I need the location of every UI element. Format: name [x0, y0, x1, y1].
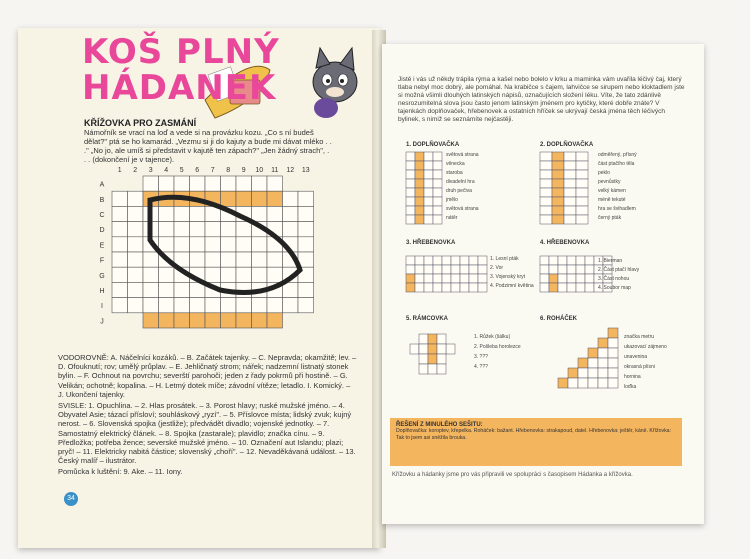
puzzle-3-cell [442, 265, 451, 274]
page-number-badge: 34 [64, 492, 78, 506]
puzzle-2-cell [564, 170, 576, 179]
puzzle-4-cell [540, 274, 549, 283]
puzzle-3-cell [478, 283, 487, 292]
puzzle-6-cell [598, 368, 608, 378]
puzzle-1-label: 1. DOPLŇOVAČKA [406, 142, 460, 148]
crossword-heading: KŘÍŽOVKA PRO ZASMÁNÍ [84, 118, 197, 128]
puzzle-1-cell [415, 170, 424, 179]
puzzle-1-cell [433, 179, 442, 188]
credits-footer: Křížovku a hádanky jsme pro vás připravili ve spolupráci s časopisem Hádanka a křížovka. [392, 472, 633, 478]
puzzle-6-cell [608, 368, 618, 378]
puzzle-4-cell [558, 265, 567, 274]
puzzle-2-clue: černý pták [598, 215, 622, 221]
puzzle-4-cell [549, 256, 558, 265]
grid-row-letter: F [99, 257, 105, 265]
puzzle-5-cell [419, 334, 428, 344]
puzzle-4-clue: 3. Část nohou [598, 276, 630, 282]
puzzle-3-cell [433, 274, 442, 283]
puzzle-3-cell [442, 256, 451, 265]
puzzle-5-clue: 4. ??? [474, 364, 488, 370]
puzzle-1-cell [415, 215, 424, 224]
puzzle-2-cell [576, 170, 588, 179]
puzzle-3-cell [451, 283, 460, 292]
puzzle-6-clue: značka metru [624, 334, 655, 340]
puzzle-2-clue: odměřený, přísný [598, 152, 637, 158]
puzzle-3-clue: 4. Podzimní květina [490, 283, 534, 289]
puzzle-1-cell [424, 179, 433, 188]
grid-col-number: 11 [271, 167, 279, 174]
puzzle-3-cell [433, 265, 442, 274]
puzzle-2-clue: hra se švihadlem [598, 206, 636, 212]
puzzle-2-cell [564, 197, 576, 206]
puzzle-6-cell [578, 368, 588, 378]
puzzle-6-cell [588, 378, 598, 388]
puzzle-1-cell [433, 161, 442, 170]
puzzle-6-clue: ukazovací zájmeno [624, 344, 667, 350]
grid-row-letter: A [99, 181, 105, 189]
puzzle-6-cell [608, 378, 618, 388]
grid-row-letter: C [99, 212, 105, 219]
puzzle-1-cell [415, 206, 424, 215]
puzzle-3-cell [424, 265, 433, 274]
puzzle-2-cell [540, 206, 552, 215]
puzzle-3-cell [442, 283, 451, 292]
puzzle-1-clue: nátěr [446, 215, 458, 221]
previous-solutions [390, 418, 682, 466]
puzzle-2-cell [552, 215, 564, 224]
puzzle-3-clue: 1. Lesní pták [490, 256, 519, 262]
puzzle-1-cell [433, 215, 442, 224]
puzzle-6-cell [588, 368, 598, 378]
grid-row-letter: G [99, 272, 105, 280]
clues-down: SVISLE: 1. Opuchlina. – 2. Hlas prosátek. – 3. Porost hlavy; ruské mužské jméno. – 4. Obyvatel Asie; tázací přísloví; souhláskový „ryzí". – 5. Příslovce místa; lidský zvuk; kujný nerost. – 6. Slovenská spojka (jestliže); předvádět divadlo; vojenské jednotky. – 7. Samostatný elektrický článek. – 8. Spojka (zastarale); plavidlo; značka cínu. – 9. Předložka; potřeba žence; severské mužské jméno. – 10. Označení aut Islandu; plazi; pryč! – 11. Elektricky nabitá částice; slovenský „choří". – 12. Nevaděkávaná událost. – 13. Český malíř – ilustrátor. [58, 401, 356, 466]
puzzle-2-cell [552, 188, 564, 197]
solutions-body: Doplňovačka: koroptev, křepelka. Roháček: bažant. Hřebenovka: strakapoud, datel. Hřebenovka: ještěr, káně. Křížovka: Tak to jsem asi sněžila brouka. [396, 428, 671, 441]
puzzle-2-cell [576, 197, 588, 206]
puzzle-2-cell [552, 170, 564, 179]
puzzle-2-cell [564, 179, 576, 188]
grid-row-letter: I [101, 303, 103, 311]
puzzle-2-cell [576, 206, 588, 215]
puzzle-5-cell [437, 354, 446, 364]
puzzle-2-label: 2. DOPLŇOVAČKA [540, 142, 594, 148]
puzzle-6-cell [558, 378, 568, 388]
puzzle-5-cell [419, 354, 428, 364]
grid-col-number: 10 [255, 167, 264, 174]
puzzle-4-cell [576, 265, 585, 274]
puzzle-1-cell [406, 206, 415, 215]
puzzle-2-cell [540, 170, 552, 179]
puzzle-2-cell [552, 179, 564, 188]
grid-col-number: 12 [286, 167, 295, 174]
puzzle-5-clue: 2. Pošleba horolezce [474, 344, 521, 350]
puzzle-2-cell [540, 188, 552, 197]
puzzle-5-cell [428, 344, 437, 354]
grid-row-letter: H [99, 288, 105, 295]
puzzle-6-cell [598, 358, 608, 368]
puzzle-6-cell [568, 368, 578, 378]
puzzle-4-cell [549, 283, 558, 292]
grid-col-number: 4 [164, 167, 169, 174]
puzzle-2-cell [564, 206, 576, 215]
puzzle-3-cell [478, 265, 487, 274]
puzzle-1-cell [406, 197, 415, 206]
puzzle-5-cell [428, 364, 437, 374]
puzzle-4-cell [576, 274, 585, 283]
puzzle-2-clue: peklo [598, 170, 610, 176]
puzzle-6-cell [568, 378, 578, 388]
grid-col-number: 9 [241, 167, 246, 174]
puzzle-2-cell [540, 152, 552, 161]
grid-col-number: 8 [226, 167, 231, 174]
puzzle-4-cell [567, 256, 576, 265]
puzzle-3-cell [460, 283, 469, 292]
puzzle-3-cell [433, 283, 442, 292]
puzzle-3-cell [406, 265, 415, 274]
puzzle-6-clue: okrasná plísni [624, 364, 655, 370]
puzzle-1-cell [433, 206, 442, 215]
puzzle-4-cell [549, 274, 558, 283]
puzzle-3-cell [460, 256, 469, 265]
puzzle-1-cell [433, 197, 442, 206]
puzzle-3-cell [433, 256, 442, 265]
puzzle-2-cell [540, 179, 552, 188]
grid-col-number: 5 [179, 167, 184, 174]
puzzle-4-clue: 2. Část ptačí hlavy [598, 267, 640, 273]
puzzle-3-clue: 3. Vojenský kryt [490, 274, 526, 280]
puzzle-1-cell [424, 188, 433, 197]
puzzle-1-cell [415, 197, 424, 206]
puzzle-2-cell [576, 152, 588, 161]
puzzle-6-cell [598, 338, 608, 348]
grid-col-number: 1 [117, 167, 122, 174]
title-line-1: KOŠ PLNÝ [82, 32, 280, 72]
clues-across: VODOROVNĚ: A. Náčelníci kozáků. – B. Začátek tajenky. – C. Nepravda; okamžitě; lev. – D. Ofouknutí; rov; umělý průplav. – E. Jehličnatý strom; nářek; nadzemní listnatý stonek bylin. – F. Ochnout na povrchu; severští parohoči; jeden z řady pokrmů při hostině. – G. Velikán; ochotně; kopalina. – H. Letmý dotek míče; závodní vítěze; letadlo. I. Komický. – J. Ukončení tajenky. [58, 353, 357, 399]
puzzle-2-cell [540, 197, 552, 206]
puzzle-3-cell [469, 274, 478, 283]
grid-col-number: 6 [195, 167, 200, 174]
herb-intro: Jistě i vás už někdy trápila rýma a kašel nebo bolelo v krku a maminka vám uvařila léčivý čaj, který tlaba nebyl moc dobrý, ale pomáhal. Na krabičce s čajem, lahvičce se sirupem nebo kloktadlem jste si možná všimli dlouhých latinských nápisů, označujících složení léku. Víte, že tato zdánlivě nesrozumitelná slova jsou často jenom latinským jménem pro kytičky, které dobře znáte? V tajenkách doplňovaček, hřebenovek a ostatních hříček se ukrývají česká jména těch léčivých bylinek, s nimiž se seznámíte nejčastěji. [398, 76, 685, 123]
puzzle-3-cell [424, 283, 433, 292]
puzzle-5-cell [419, 344, 428, 354]
puzzle-1-cell [406, 215, 415, 224]
puzzle-5-cell [428, 354, 437, 364]
puzzle-3-cell [424, 274, 433, 283]
grid-col-number: 2 [133, 167, 138, 174]
puzzle-1-cell [415, 161, 424, 170]
grid-row-letter: J [100, 318, 104, 326]
puzzle-4-cell [567, 265, 576, 274]
puzzle-3-cell [469, 265, 478, 274]
puzzle-4-clue: 1. Bierman [598, 258, 623, 264]
puzzle-6-cell [578, 378, 588, 388]
puzzle-3-cell [415, 274, 424, 283]
grid-col-number: 3 [148, 167, 153, 174]
puzzle-4-cell [558, 283, 567, 292]
puzzle-3-cell [415, 256, 424, 265]
grid-col-number: 7 [210, 167, 215, 174]
puzzle-4-cell [576, 256, 585, 265]
puzzle-2-cell [564, 161, 576, 170]
puzzle-2-cell [564, 152, 576, 161]
puzzle-4-cell [540, 283, 549, 292]
crossword-intro: Námořník se vrací na loď a vede si na provázku kozu. „Co s ní budeš dělat?" ptá se ho kamarád. „Vezmu si ji do kajuty a bude mi dávat mléko . . ." „No jo, ale umíš si představit v kajutě ten zápach?" „Jen žádný strach", . . . (dokončení je v tajence). [84, 128, 332, 164]
puzzle-6-cell [608, 348, 618, 358]
puzzle-6-clue: hornina [624, 374, 641, 380]
puzzle-2-cell [564, 215, 576, 224]
puzzle-4-cell [558, 256, 567, 265]
puzzle-4-cell [540, 265, 549, 274]
puzzle-1-clue: staroba [446, 170, 463, 176]
puzzle-5-cell [419, 364, 428, 374]
puzzle-4-cell [558, 274, 567, 283]
puzzle-2-clue: část ptačího těla [598, 161, 635, 167]
puzzle-3-cell [460, 265, 469, 274]
puzzle-4-cell [585, 256, 594, 265]
puzzle-3-cell [442, 274, 451, 283]
puzzle-4-cell [585, 265, 594, 274]
puzzle-3-cell [451, 265, 460, 274]
puzzle-4-cell [585, 283, 594, 292]
puzzle-1-cell [406, 161, 415, 170]
puzzle-5-label: 5. RÁMCOVKA [406, 316, 449, 322]
puzzle-3-label: 3. HŘEBENOVKA [406, 240, 456, 246]
puzzle-6-cell [588, 348, 598, 358]
puzzle-3-cell [406, 283, 415, 292]
puzzle-3-clue: 2. Vor [490, 265, 504, 271]
puzzle-5-cell [446, 344, 455, 354]
puzzle-5-cell [437, 364, 446, 374]
puzzle-1-clue: světová strana [446, 152, 479, 158]
grid-row-letter: D [99, 227, 105, 235]
puzzle-3-cell [469, 283, 478, 292]
puzzle-3-cell [406, 274, 415, 283]
puzzle-2-cell [552, 206, 564, 215]
puzzle-1-cell [433, 170, 442, 179]
puzzle-3-cell [469, 256, 478, 265]
puzzle-2-clue: pevnůstky [598, 179, 621, 185]
puzzle-1-clue: druh pečiva [446, 188, 472, 194]
solutions-heading: ŘEŠENÍ Z MINULÉHO SEŠITU: [396, 422, 483, 428]
puzzle-1-clue: jmělo [446, 197, 458, 203]
puzzle-2-cell [576, 161, 588, 170]
puzzle-1-cell [424, 152, 433, 161]
puzzle-3-cell [424, 256, 433, 265]
puzzle-4-cell [549, 265, 558, 274]
puzzle-5-cell [437, 344, 446, 354]
clues-hint: Pomůcka k luštění: 9. Ake. – 11. Iony. [58, 467, 183, 477]
puzzle-3-cell [478, 256, 487, 265]
puzzle-1-cell [424, 215, 433, 224]
puzzle-1-cell [424, 206, 433, 215]
puzzle-3-cell [478, 274, 487, 283]
puzzle-1-cell [424, 170, 433, 179]
puzzle-1-cell [424, 161, 433, 170]
puzzle-5-clue: 1. Růžek (šálku) [474, 334, 511, 340]
puzzle-1-cell [406, 179, 415, 188]
puzzle-3-cell [460, 274, 469, 283]
puzzle-6-cell [608, 358, 618, 368]
puzzle-2-cell [552, 161, 564, 170]
puzzle-2-cell [540, 215, 552, 224]
puzzle-4-clue: 4. Soubor map [598, 285, 631, 291]
puzzle-6-label: 6. ROHÁČEK [540, 316, 578, 322]
puzzle-3-cell [415, 283, 424, 292]
puzzle-5-cell [437, 334, 446, 344]
puzzle-2-cell [552, 197, 564, 206]
puzzle-1-cell [433, 188, 442, 197]
puzzle-6-cell [608, 328, 618, 338]
puzzle-6-clue: loďka [624, 384, 637, 390]
grid-row-letter: E [99, 242, 105, 250]
puzzle-2-cell [552, 152, 564, 161]
puzzle-6-cell [608, 338, 618, 348]
puzzle-3-cell [406, 256, 415, 265]
puzzle-2-cell [576, 215, 588, 224]
puzzle-4-cell [585, 274, 594, 283]
puzzle-4-cell [567, 283, 576, 292]
puzzle-1-cell [406, 170, 415, 179]
puzzle-1-clue: světová strana [446, 206, 479, 212]
title-line-2: HÁDANEK [82, 68, 277, 108]
puzzle-1-cell [415, 188, 424, 197]
puzzle-6-cell [598, 378, 608, 388]
puzzle-1-cell [433, 152, 442, 161]
puzzle-1-cell [415, 152, 424, 161]
puzzle-6-cell [578, 358, 588, 368]
puzzle-2-cell [540, 161, 552, 170]
puzzle-5-cell [428, 334, 437, 344]
puzzle-3-cell [451, 256, 460, 265]
puzzle-4-cell [576, 283, 585, 292]
puzzle-2-cell [576, 179, 588, 188]
grid-row-letter: B [99, 196, 105, 204]
puzzle-2-clue: méně tekuté [598, 197, 626, 203]
puzzle-2-cell [576, 188, 588, 197]
grid-col-number: 13 [301, 167, 310, 174]
puzzle-1-clue: věnecka [446, 161, 465, 167]
puzzle-1-cell [406, 188, 415, 197]
puzzle-4-label: 4. HŘEBENOVKA [540, 240, 590, 246]
puzzle-5-clue: 3. ??? [474, 354, 488, 360]
puzzle-1-cell [406, 152, 415, 161]
puzzle-1-cell [415, 179, 424, 188]
puzzle-2-cell [564, 188, 576, 197]
puzzle-1-cell [424, 197, 433, 206]
puzzle-5-cell [410, 344, 419, 354]
puzzle-6-cell [588, 358, 598, 368]
puzzle-6-clue: unavenina [624, 354, 648, 360]
puzzle-3-cell [451, 274, 460, 283]
puzzle-1-clue: divadelní hra [446, 179, 475, 185]
puzzle-4-cell [567, 274, 576, 283]
puzzle-4-cell [540, 256, 549, 265]
puzzle-2-clue: velký kámen [598, 188, 626, 194]
puzzle-6-cell [598, 348, 608, 358]
puzzle-3-cell [415, 265, 424, 274]
